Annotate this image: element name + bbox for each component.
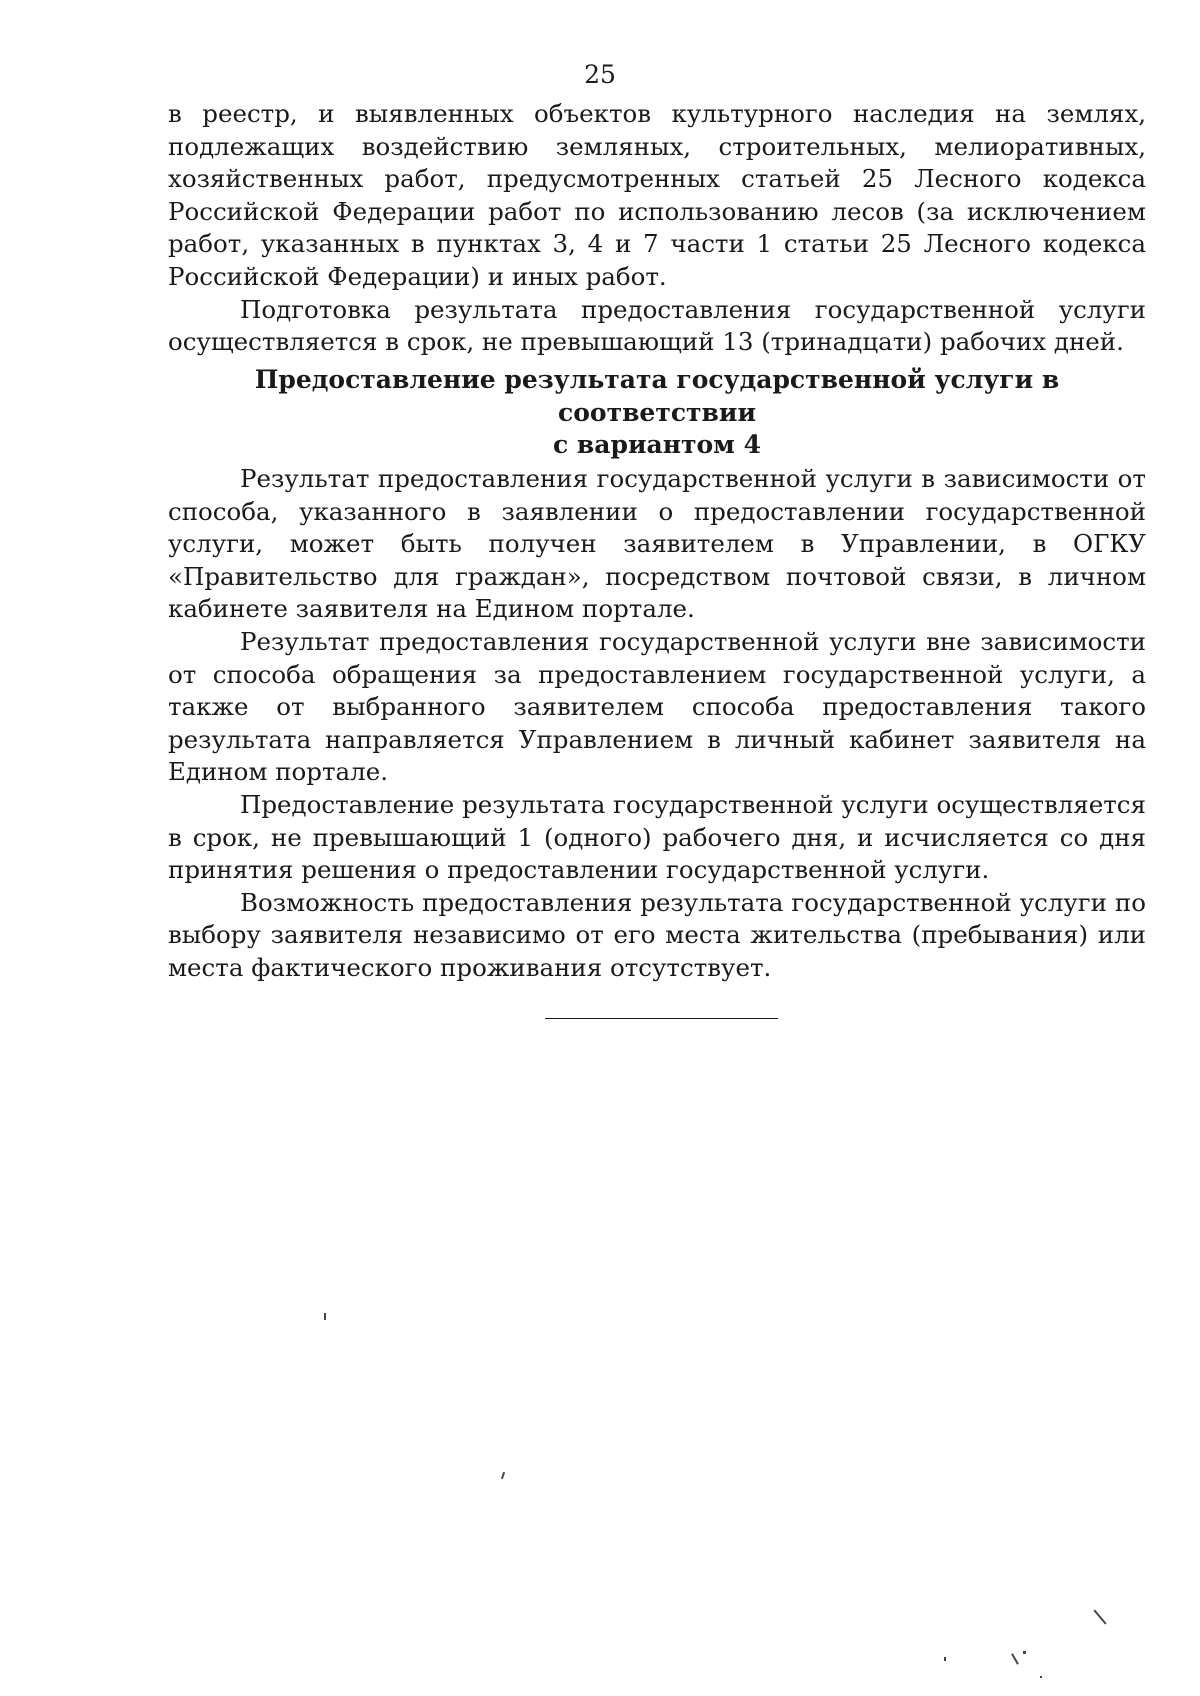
section-heading-line-2: с вариантом 4 [553, 430, 761, 459]
page-number: 25 [584, 60, 616, 89]
closing-divider [545, 1018, 778, 1019]
section-heading-line-1: Предоставление результата государственной услуги в соответствии [254, 365, 1060, 427]
scan-speck [1093, 1609, 1106, 1624]
result-deadline-paragraph: Предоставление результата государственной услуги осуществляется в срок, не превышающий 1 (одного) рабочего дня, и исчисляется со дня принятия решения о предоставлении государственной услуги. [168, 789, 1146, 885]
extraterritorial-paragraph: Возможность предоставления результата государственной услуги по выбору заявителя независимо от его места жительства (пребывания) или места фактического проживания отсутствует. [168, 887, 1146, 982]
continued-paragraph: в реестр, и выявленных объектов культурного наследия на землях, подлежащих воздействию земляных, строительных, мелиоративных, хозяйственных работ, предусмотренных статьей 25 Лесного кодекса Российской Федерации работ по использованию лесов (за исключением работ, указанных в пунктах 3, 4 и 7 части 1 статьи 25 Лесного кодекса Российской Федерации) и иных работ. [168, 99, 1146, 291]
scan-speck [944, 1657, 946, 1661]
scan-speck [324, 1313, 326, 1320]
section-body [168, 463, 1146, 985]
result-delivery-paragraph: Результат предоставления государственной услуги в зависимости от способа, указанного в заявлении о предоставлении государственной услуги, может быть получен заявителем в Управлении, в ОГКУ «Правительство для граждан», посредством почтовой связи, в личном кабинете заявителя на Едином портале. [168, 464, 1146, 624]
scan-speck [1011, 1653, 1019, 1664]
scan-speck [1040, 1676, 1042, 1678]
continued-text-block [168, 98, 1146, 359]
scan-speck [501, 1472, 505, 1479]
section-heading [168, 364, 1146, 462]
scan-speck [1023, 1651, 1026, 1654]
result-portal-paragraph: Результат предоставления государственной услуги вне зависимости от способа обращения за предоставлением государственной услуги, а также от выбранного заявителем способа предоставления такого результата направляется Управлением в личный кабинет заявителя на Едином портале. [168, 626, 1146, 787]
preparation-deadline-paragraph: Подготовка результата предоставления государственной услуги осуществляется в срок, не превышающий 13 (тринадцати) рабочих дней. [168, 294, 1146, 357]
